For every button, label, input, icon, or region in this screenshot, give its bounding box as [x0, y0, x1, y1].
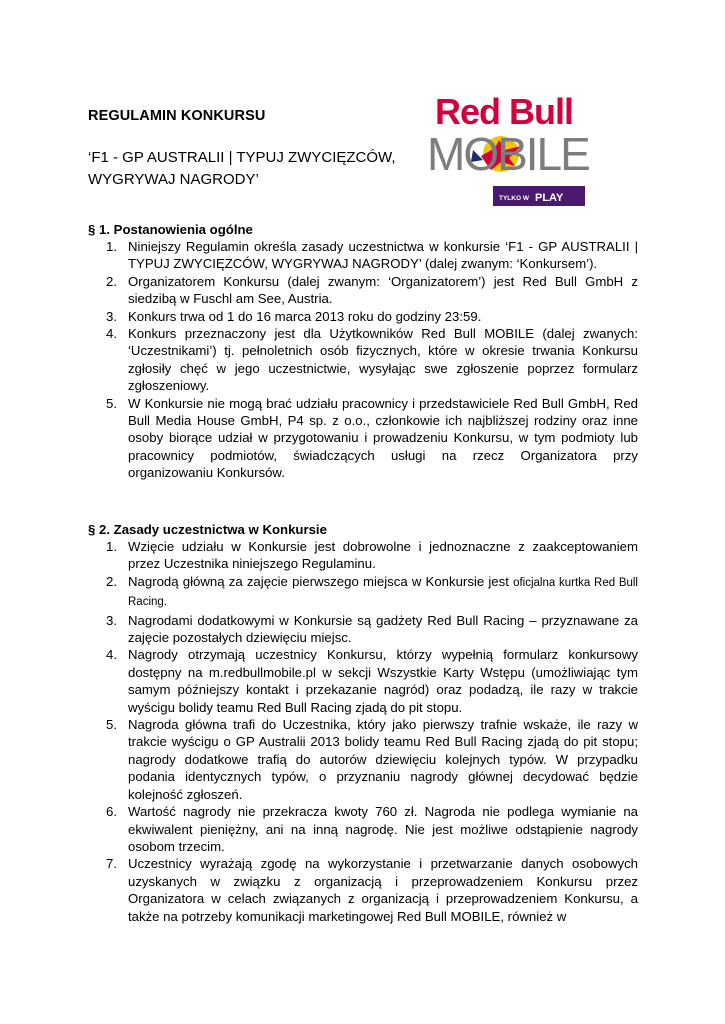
document-title: REGULAMIN KONKURSU [88, 108, 266, 124]
list-item: 1. Wzięcie udziału w Konkursie jest dobrowolne i jednoznaczne z zaakceptowaniem przez Uczestnika niniejszego Regulaminu. [106, 539, 638, 572]
list-item: 2. Organizatorem Konkursu (dalej zwanym: ‘Organizatorem’) jest Red Bull GmbH z siedzibą w Fuschl am See, Austria. [106, 273, 638, 307]
list-item: 6. Wartość nagrody nie przekracza kwoty 760 zł. Nagroda nie podlega wymianie na ekwiwalent pieniężny, ani na inną nagrodę. Nie jest możliwe odstąpienie nagrody osobom trzecim. [106, 804, 638, 854]
list-item: 3. Konkurs trwa od 1 do 16 marca 2013 roku do godziny 23:59. [106, 308, 482, 324]
section-2 [88, 521, 638, 925]
section-2-heading: § 2. Zasady uczestnictwa w Konkursie [88, 522, 327, 537]
list-item: 5. Nagroda główna trafi do Uczestnika, który jako pierwszy trafnie wskaże, ile razy w trakcie wyścigu o GP Australii 2013 bolidy teamu Red Bull Racing zjadą do pit stopu; nagrody dodatkowe trafią do autorów dziewięciu kolejnych typów. W przypadku podania identycznych typów, o przyznaniu nagrody głównej decydować będzie kolejność zgłoszeń. [106, 717, 638, 802]
red-bull-mobile-logo [425, 90, 640, 210]
section-1-heading: § 1. Postanowienia ogólne [88, 222, 253, 237]
document-subtitle: ‘F1 - GP AUSTRALII | TYPUJ ZWYCIĘZCÓW, WYGRYWAJ NAGRODY’ [88, 149, 396, 188]
logo-line2: MOBILE [427, 128, 589, 180]
section-1-list [88, 238, 638, 482]
list-item: 5. W Konkursie nie mogą brać udziału pracownicy i przedstawiciele Red Bull GmbH, Red Bull Media House GmbH, P4 sp. z o.o., członkowie ich najbliższej rodziny oraz inne osoby biorące udział w przygotowaniu i prowadzeniu Konkursu, w tym podmioty lub pracownicy podmiotów, świadczących usługi na rzecz Organizatora przy organizowaniu Konkursów. [106, 395, 638, 481]
section-1 [88, 221, 638, 482]
list-item: 4. Nagrody otrzymają uczestnicy Konkursu, którzy wypełnią formularz konkursowy dostępny na m.redbullmobile.pl w sekcji Wszystkie Karty Wstępu (umożliwiając tym samym późniejszy kontakt i przekazanie nagród) oraz podadzą, ile razy w trakcie wyścigu bolidy teamu Red Bull Racing zjadą do pit stopu. [106, 647, 638, 715]
list-item: 4. Konkurs przeznaczony jest dla Użytkowników Red Bull MOBILE (dalej zwanych: ‘Uczestnikami’) tj. pełnoletnich osób fizycznych, które w okresie trwania Konkursu zgłosiły chęć w jego uczestnictwie, wysyłając swe zgłoszenie poprzez formularz zgłoszeniowy. [106, 326, 638, 394]
play-badge-prefix: TYLKO W [499, 195, 529, 202]
logo-line1: Red Bull [435, 91, 574, 132]
play-badge-brand: PLAY [535, 192, 564, 204]
list-item: 7. Uczestnicy wyrażają zgodę na wykorzystanie i przetwarzanie danych osobowych uzyskanych w związku z organizacją i przeprowadzeniem Konkursu przez Organizatora w celach związanych z organizacją i przeprowadzeniem Konkursu, a także na potrzeby komunikacji marketingowej Red Bull MOBILE, również w [106, 856, 638, 924]
section-2-list [88, 538, 638, 925]
list-item: 1. Niniejszy Regulamin określa zasady uczestnictwa w konkursie ‘F1 - GP AUSTRALII | TYPUJ ZWYCIĘZCÓW, WYGRYWAJ NAGRODY’ (dalej zwanym: ‘Konkursem’). [106, 239, 638, 272]
list-item: 2. Nagrodą główną za zajęcie pierwszego miejsca w Konkursie jest oficjalna kurtka Red Bull Racing. [106, 573, 638, 609]
list-item: 3. Nagrodami dodatkowymi w Konkursie są gadżety Red Bull Racing – przyznawane za zajęcie pozostałych dziewięciu miejsc. [106, 612, 638, 646]
